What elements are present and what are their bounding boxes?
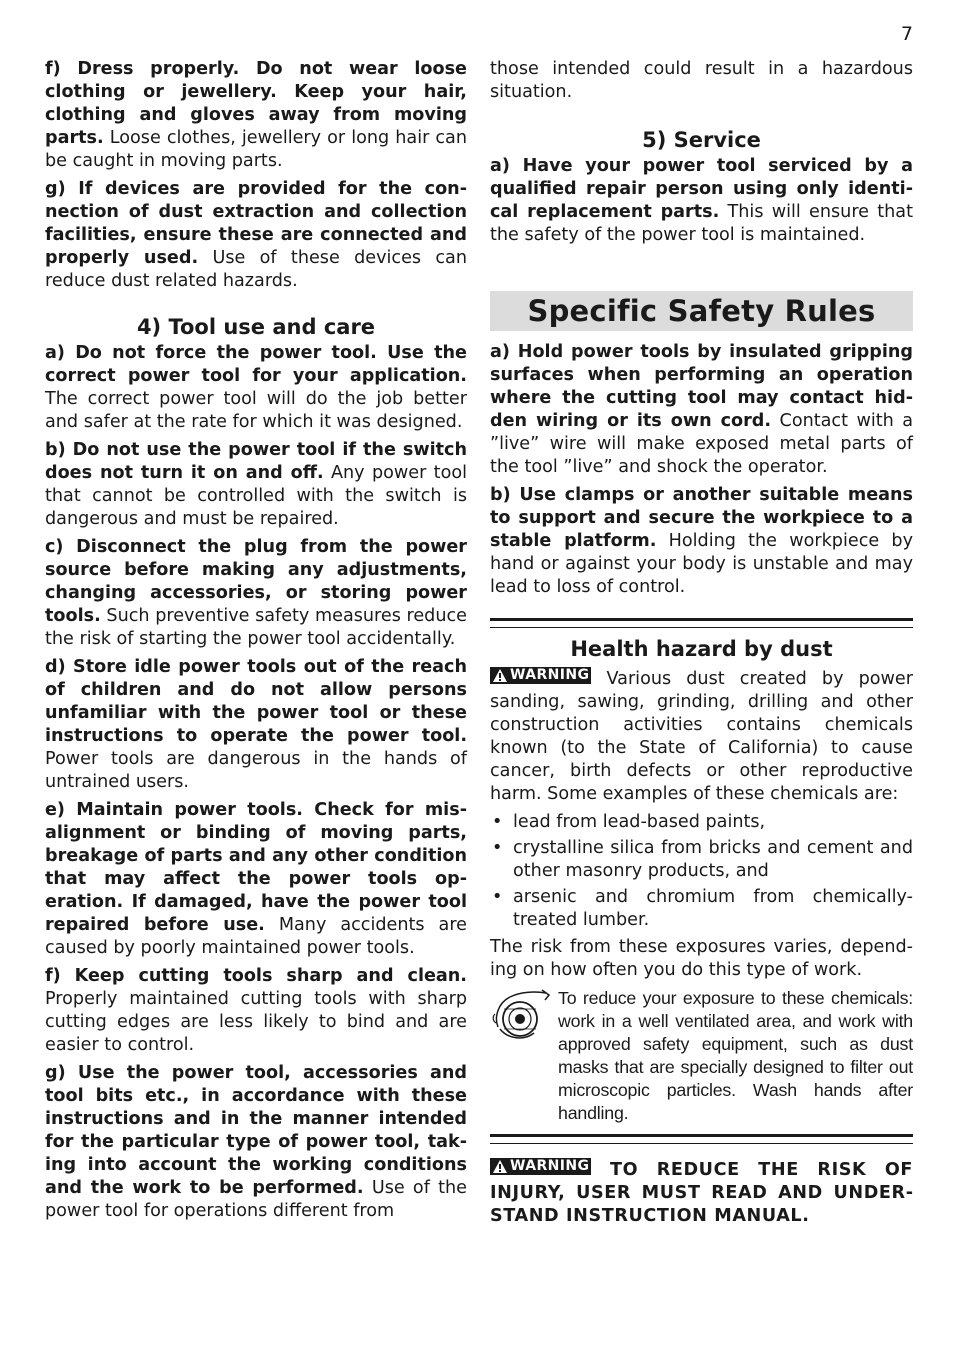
page-number: 7 [900,23,913,45]
right-column [490,58,913,1233]
rule-heading: c) Disconnect the plug from the power source before making any adjustments, changing accessories, or storing power tools. [45,537,467,626]
paragraph-cutting-tools [45,965,467,1057]
list-item-text: arsenic and chromium from chemically-treated lumber. [513,887,913,930]
paragraph-insulated-grip [490,341,913,479]
rule-text: Power tools are dangerous in the hands of untrained users. [45,749,467,792]
rule-heading: a) Do not force the power tool. Use the correct power tool for your application. [45,343,467,386]
rule-heading: d) Store idle power tools out of the reach of children and do not allow persons unfamiliar with the power tool or these instructions to operate the power tool. [45,657,467,746]
rule-text: The risk from these exposures varies, depending on how often you do this type of work. [490,937,913,980]
bullet-icon: • [492,887,503,907]
banner-wrapper [490,291,913,331]
rule-heading: b) Do not use the power tool if the switch does not turn it on and off. [45,440,467,483]
paragraph-serviced [490,155,913,247]
warning-label: WARNING [510,667,590,683]
rule-text: Use of these devices can reduce dust related hazards. [45,248,467,291]
rule-text: This will ensure that the safety of the power tool is maintained. [490,202,913,245]
chemical-list [490,811,913,932]
rule-text: Use of the power tool for operations different from [45,1178,467,1221]
warning-badge [490,1158,591,1175]
paragraph-use-accordance [45,1062,467,1223]
rule-heading: g) If devices are provided for the connection of dust extraction and collection facilities, ensure these are connected and properly used. [45,179,467,268]
list-item [490,886,913,932]
rule-text: Loose clothes, jewellery or long hair can be caught in moving parts. [45,128,467,171]
rule-heading: f) Dress properly. Do not wear loose clothing or jewellery. Keep your hair, clothing and gloves away from moving parts. [45,59,467,148]
bullet-icon: • [492,838,503,858]
paragraph-final-warning [490,1158,913,1228]
bullet-icon: • [492,812,503,832]
double-rule-divider [490,618,913,628]
list-item-text: lead from lead-based paints, [513,812,766,832]
rule-heading: a) Have your power tool serviced by a qualified repair person using only identical replacement parts. [490,156,913,222]
paragraph-dust-extraction [45,178,467,293]
rule-text: The correct power tool will do the job better and safer at the rate for which it was designed. [45,389,467,432]
list-item [490,837,913,883]
rule-text: Any power tool that cannot be controlled with the switch is dangerous and must be repaired. [45,463,467,529]
paragraph-dust-warning [490,667,913,806]
paragraph-continued [490,58,913,104]
rule-heading: a) Hold power tools by insulated gripping surfaces when performing an operation where the cutting tool may contact hidden wiring or its own cord. [490,342,913,431]
warning-badge [490,667,591,684]
rule-heading: f) Keep cutting tools sharp and clean. [45,966,467,986]
dust-warning-text: Various dust created by power sanding, sawing, grinding, drilling and other construction activities contains chemicals known (to the State of California) to cause cancer, birth defects or other reproductive harm. Some examples of these chemicals are: [490,669,913,804]
paragraph-do-not-force [45,342,467,434]
rule-text: Properly maintained cutting tools with sharp cutting edges are less likely to bind and are easier to control. [45,989,467,1055]
list-item-text: crystalline silica from bricks and cement and other masonry products, and [513,838,913,881]
paragraph-switch [45,439,467,531]
rule-heading: g) Use the power tool, accessories and tool bits etc., in accordance with these instructions and in the manner intended for the particular type of power tool, taking into account the working conditions and the work to be performed. [45,1063,467,1198]
warning-triangle-icon [492,668,508,683]
dust-mask-block [490,987,913,1125]
section-heading-tool-use: 4) Tool use and care [136,315,376,339]
paragraph-disconnect-plug [45,536,467,651]
list-item [490,811,913,834]
mask-text: To reduce your exposure to these chemicals: work in a well ventilated area, and work with approved safety equipment, such as dust masks that are specially designed to filter out microscopic particles. Wash hands after handling. [558,988,913,1123]
dust-mask-icon [490,987,552,1125]
paragraph-dress-properly [45,58,467,173]
rule-heading: e) Maintain power tools. Check for misalignment or binding of moving parts, breakage of parts and any other condition that may affect the power tools operation. If damaged, have the power tool repaired before use. [45,800,467,935]
paragraph-store-idle [45,656,467,794]
rule-text: Such preventive safety measures reduce the risk of starting the power tool accidentally. [45,606,467,649]
paragraph-risk [490,936,913,982]
paragraph-clamps [490,484,913,599]
rule-text: Holding the workpiece by hand or against your body is unstable and may lead to loss of control. [490,531,913,597]
rule-heading: b) Use clamps or another suitable means to support and secure the workpiece to a stable platform. [490,485,913,551]
warning-label: WARNING [510,1158,590,1174]
double-rule-divider [490,1134,913,1144]
final-warning-text: TO REDUCE THE RISK OF INJURY, USER MUST READ AND UNDERSTAND INSTRUCTION MANUAL. [490,1160,913,1226]
section-heading-service: 5) Service [642,128,761,152]
specific-safety-rules-banner: Specific Safety Rules [490,291,913,331]
left-column [45,58,467,1228]
warning-triangle-icon [492,1159,508,1174]
section-heading-dust: Health hazard by dust [570,637,833,661]
rule-text: those intended could result in a hazardous situation. [490,59,913,102]
paragraph-maintain-tools [45,799,467,960]
rule-text: Many accidents are caused by poorly maintained power tools. [45,915,467,958]
rule-text: Contact with a ”live” wire will make exposed metal parts of the tool ”live” and shock the operator. [490,411,913,477]
